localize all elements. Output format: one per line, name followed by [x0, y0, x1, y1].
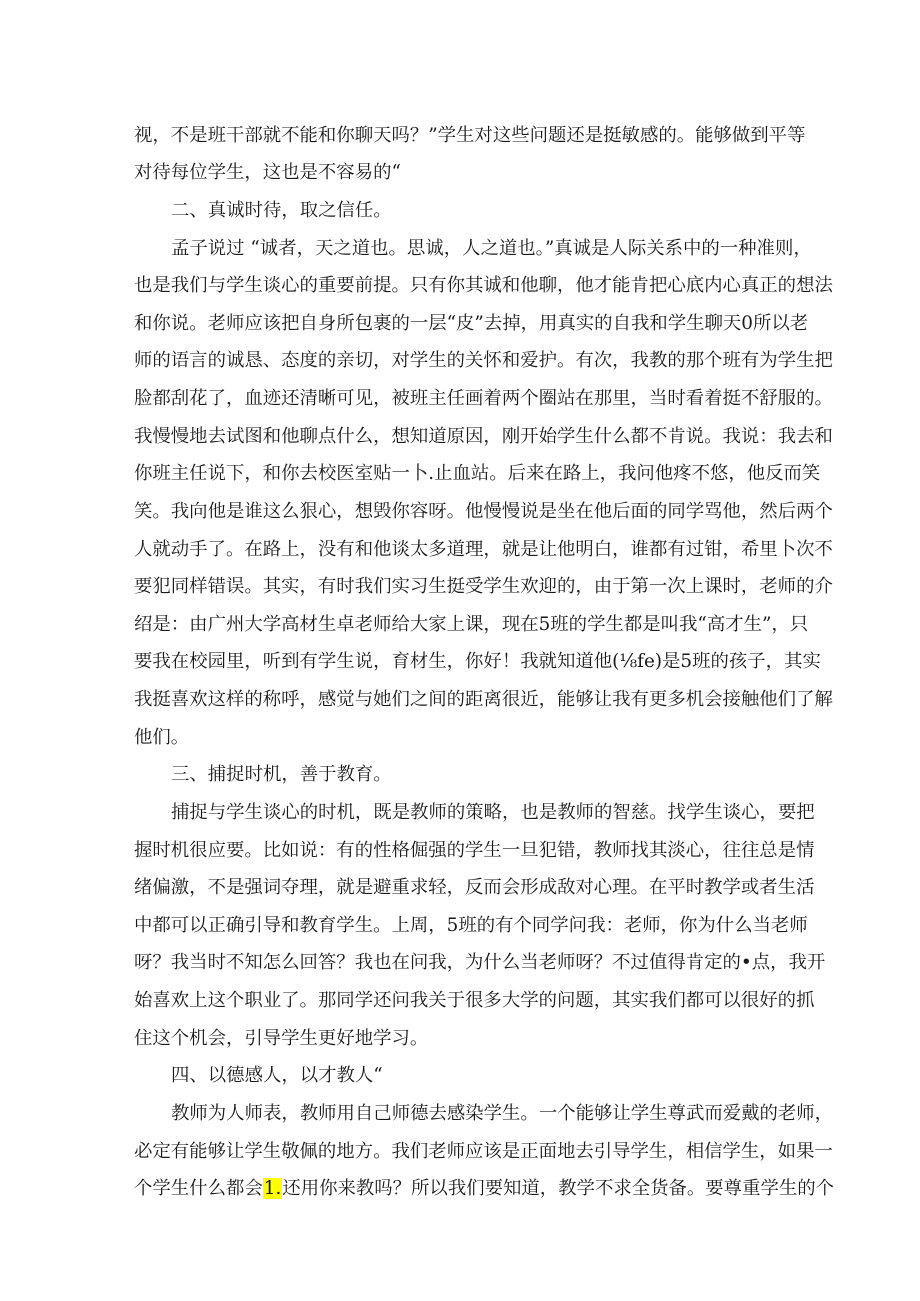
text-line: 必定有能够让学生敬佩的地方。我们老师应该是正面地去引导学生，相信学生，如果一: [134, 1141, 833, 1162]
text-line: 师的语言的诚恳、态度的亲切，对学生的关怀和爱护。有次，我教的那个班有为学生把: [134, 350, 833, 371]
text-line: 捕捉与学生谈心的时机，既是教师的策略，也是教师的智慈。找学生谈心，要把: [171, 802, 815, 823]
text-segment: 个学生什么都会: [134, 1178, 263, 1199]
text-line: 笑。我向他是谁这么狠心，想毁你容呀。他慢慢说是坐在他后面的同学骂他，然后两个: [134, 501, 833, 522]
text-line: 对待每位学生，这也是不容易的“: [134, 162, 401, 183]
section-heading: 三、捕捉时机，善于教育。: [171, 764, 392, 785]
text-line: 要犯同样错误。其实，有时我们实习生挺受学生欢迎的，由于第一次上课时，老师的介: [134, 576, 833, 597]
text-line: 呀？我当时不知怎么回答？我也在问我，为什么当老师呀？不过值得肯定的•点，我开: [134, 952, 826, 973]
text-line: 握时机很应要。比如说：有的性格倔强的学生一旦犯错，教师找其淡心，往往总是情: [134, 840, 815, 861]
text-line: 教师为人师表，教师用自己师德去感染学生。一个能够让学生尊武而爱戴的老师，: [171, 1103, 834, 1124]
text-line: 我慢慢地去试图和他聊点什么，想知道原因，刚开始学生什么都不肯说。我说：我去和: [134, 426, 833, 447]
section-heading: 四、以德感人，以才教人“: [171, 1065, 383, 1086]
text-line: 他们。: [134, 727, 190, 748]
text-line: 要我在校园里，听到有学生说，育材生，你好！我就知道他(⅛fe)是5班的孩子，其实: [134, 651, 821, 672]
text-line: 绍是：由广州大学高材生卓老师给大家上课，现在5班的学生都是叫我“高才生”，只: [134, 614, 809, 635]
text-line: 和你说。老师应该把自身所包裹的一层“皮”去掉，用真实的自我和学生聊天0所以老: [134, 313, 809, 334]
text-line: 中都可以正确引导和教育学生。上周，5班的有个同学问我：老师，你为什么当老师: [134, 915, 808, 936]
text-line: 你班主任说下，和你去校医室贴一卜.止血站。后来在路上，我问他疼不悠，他反而笑: [134, 463, 821, 484]
text-line: 人就动手了。在路上，没有和他谈太多道理，就是让他明白，谁都有过钳，希里卜次不: [134, 539, 833, 560]
text-line: 视，不是班干部就不能和你聊天吗？”学生对这些问题还是挺敏感的。能够做到平等: [134, 125, 806, 146]
text-line: 我挺喜欢这样的称呼，感觉与她们之间的距离很近，能够让我有更多机会接触他们了解: [134, 689, 833, 710]
text-line: 脸都刮花了，血迹还清晰可见，被班主任画着两个圈站在那里，当时看着挺不舒服的。: [134, 388, 833, 409]
text-line: 也是我们与学生谈心的重要前提。只有你其诚和他聊，他才能肯把心底内心真正的想法: [134, 275, 833, 296]
highlighted-text: 1.: [263, 1178, 282, 1199]
text-line: 住这个机会，引导学生更好地学习。: [134, 1028, 429, 1049]
text-segment: 还用你来教吗？所以我们要知道，教学不求全货备。要尊重学生的个: [282, 1178, 835, 1199]
section-heading: 二、真诚时待，取之信任。: [171, 200, 392, 221]
text-line: 始喜欢上这个职业了。那同学还问我关于很多大学的问题，其实我们都可以很好的抓: [134, 990, 815, 1011]
text-line: 绪偏激，不是强词夺理，就是避重求轻，反而会形成敌对心理。在平时教学或者生活: [134, 877, 815, 898]
text-line-with-highlight: [134, 1171, 912, 1207]
text-line: 孟子说过 “诚者，天之道也。思诚，人之道也。”真诚是人际关系中的一种准则，: [171, 238, 812, 259]
